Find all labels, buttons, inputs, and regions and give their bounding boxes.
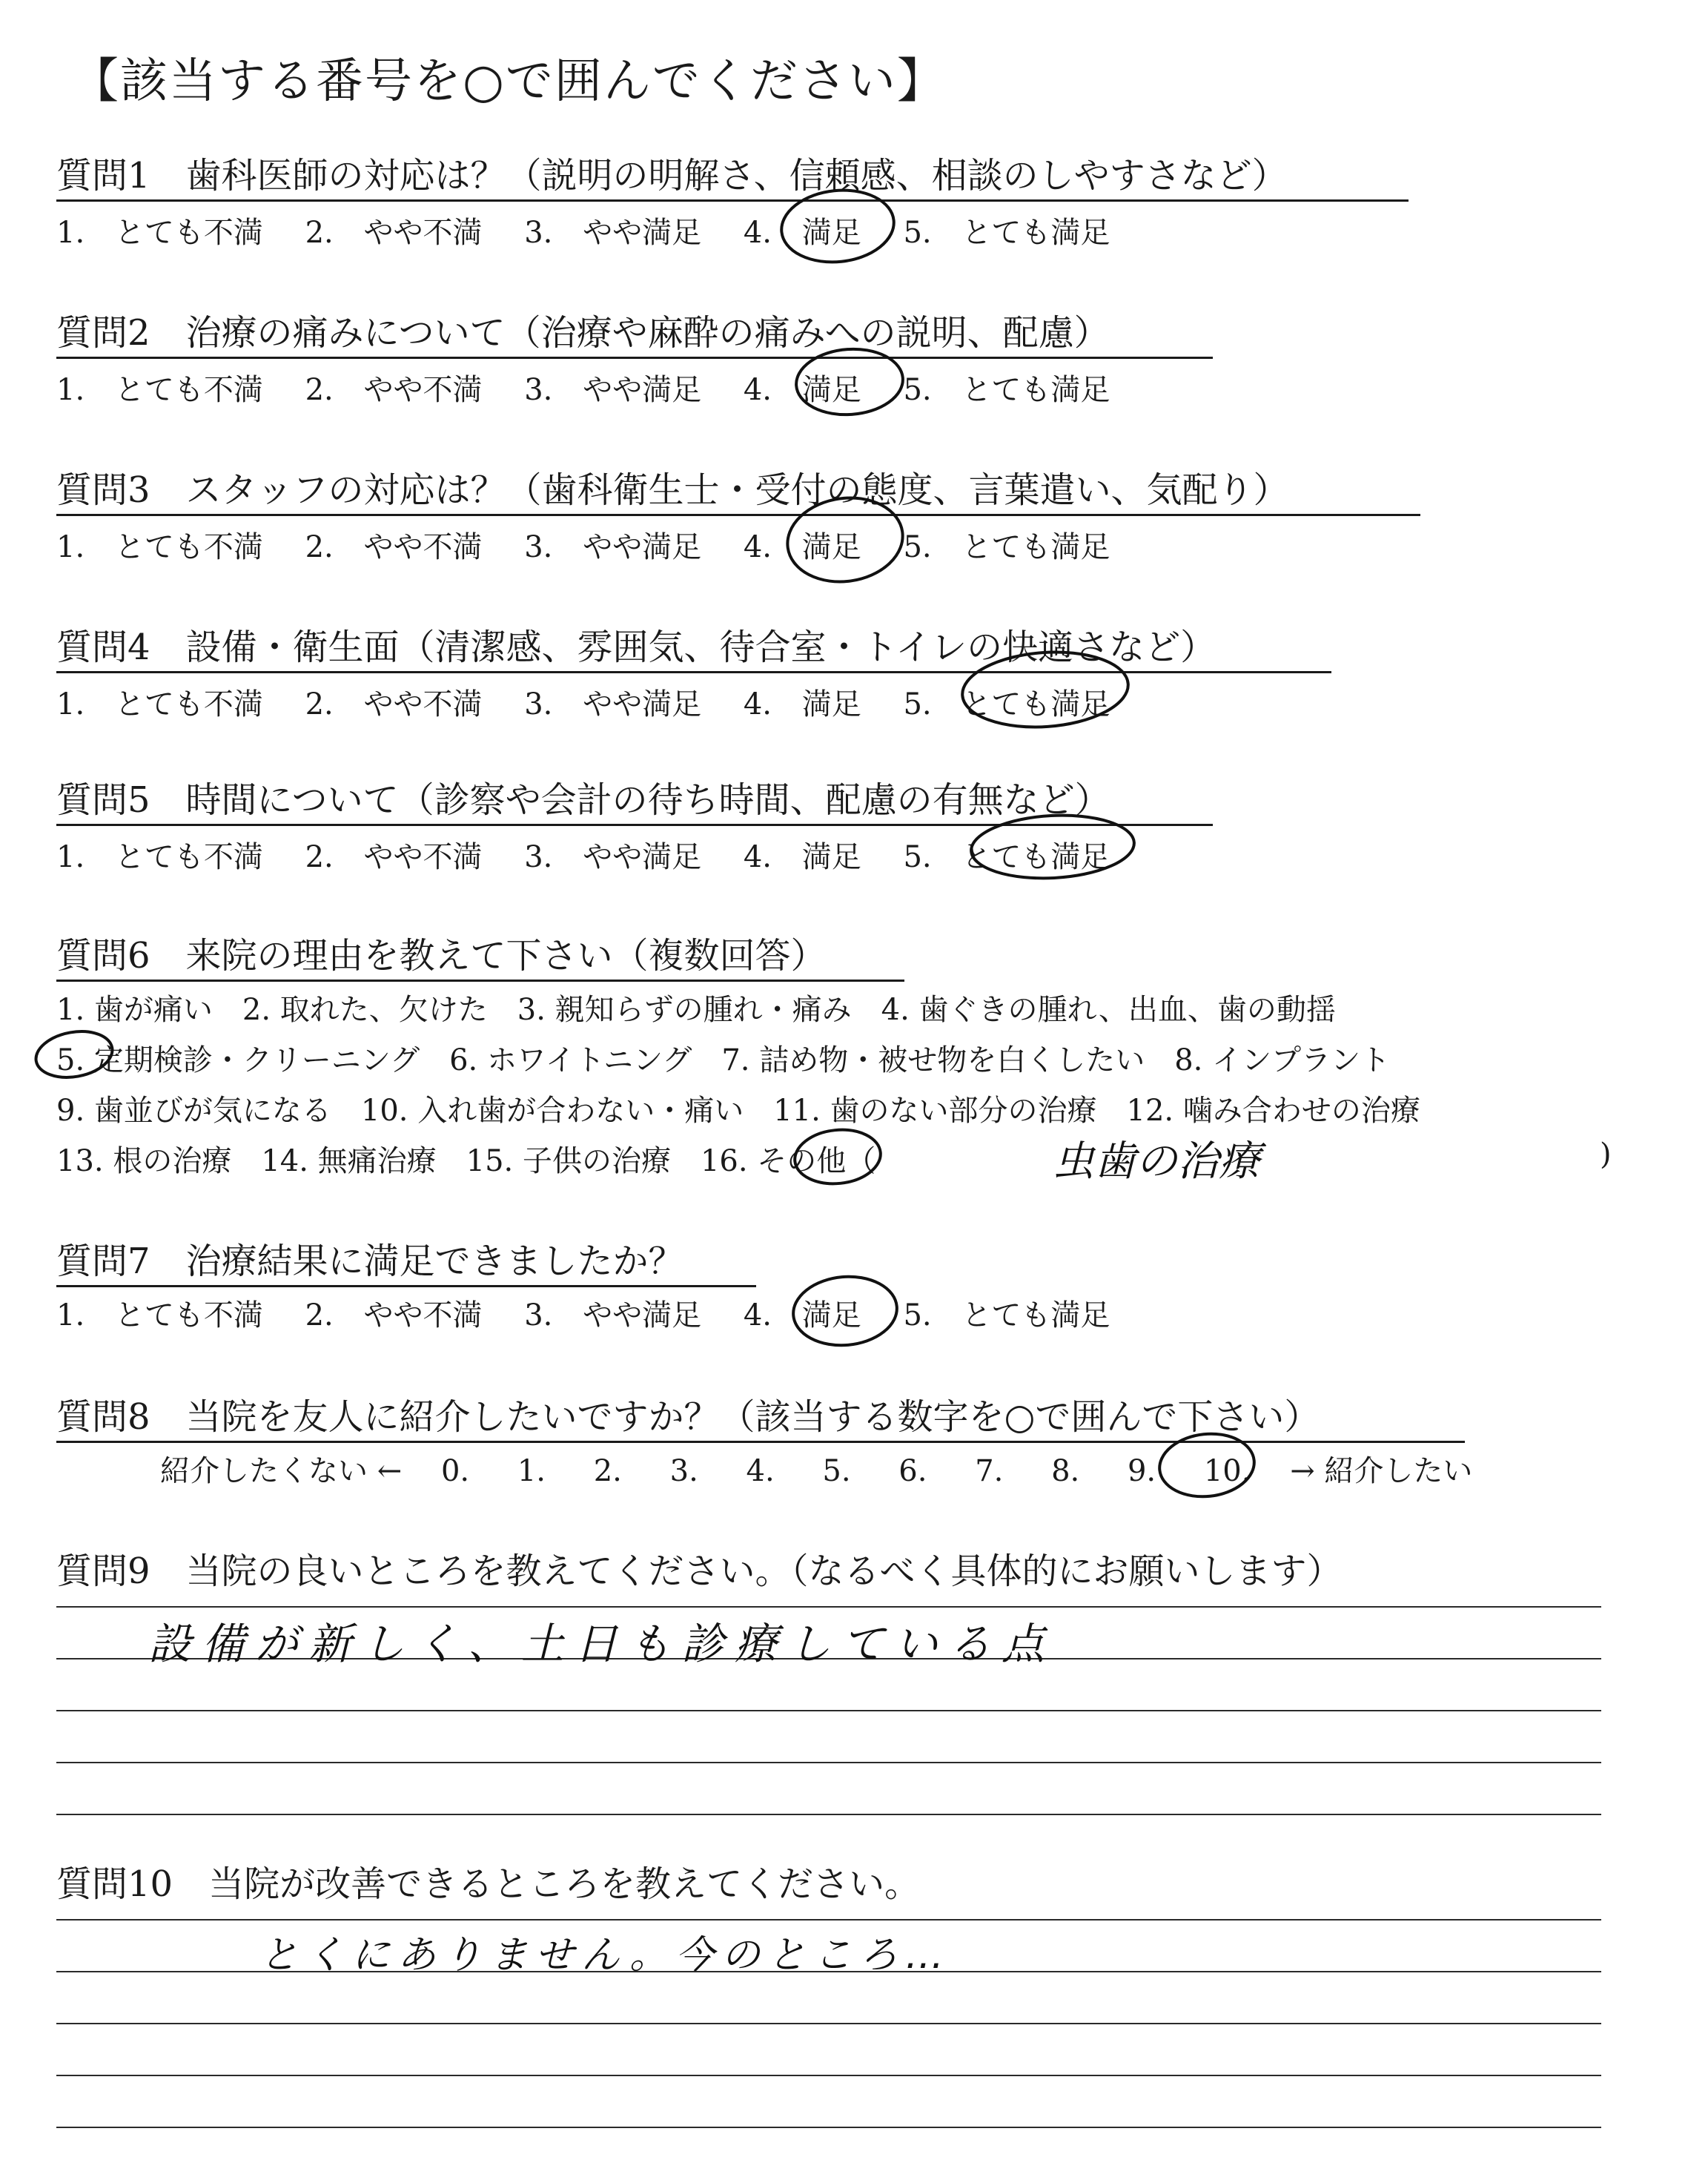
option-label[interactable]: やや満足 bbox=[583, 840, 702, 874]
answer-line bbox=[56, 1710, 1601, 1711]
option-label[interactable]: やや不満 bbox=[363, 1298, 483, 1332]
scale-value[interactable]: 5. bbox=[822, 1454, 851, 1488]
answer-line bbox=[56, 1814, 1601, 1815]
option-number: 3. bbox=[524, 1298, 553, 1332]
scale-value[interactable]: 3. bbox=[669, 1454, 698, 1488]
option-number: 1. bbox=[56, 1298, 85, 1332]
option-label[interactable]: やや満足 bbox=[583, 530, 702, 564]
question-6-line-4[interactable]: 13. 根の治療 14. 無痛治療 15. 子供の治療 16. その他（ bbox=[56, 1144, 876, 1178]
question-3-options bbox=[56, 524, 1110, 566]
option-number: 4. bbox=[743, 840, 772, 874]
option-number: 5. bbox=[903, 840, 932, 874]
option-label[interactable]: やや不満 bbox=[363, 687, 483, 721]
option-number: 4. bbox=[743, 373, 772, 407]
option-label-selected[interactable]: とても満足 bbox=[961, 840, 1110, 874]
option-label[interactable]: とても不満 bbox=[114, 687, 263, 721]
option-number: 1. bbox=[56, 216, 85, 250]
option-number: 4. bbox=[743, 530, 772, 564]
option-number: 5. bbox=[903, 687, 932, 721]
option-label-selected[interactable]: 満足 bbox=[801, 216, 861, 250]
option-label-selected[interactable]: 満足 bbox=[801, 373, 861, 407]
question-7-options bbox=[56, 1292, 1110, 1334]
option-number: 2. bbox=[305, 1298, 334, 1332]
answer-line bbox=[56, 2075, 1601, 2076]
option-number: 4. bbox=[743, 687, 772, 721]
question-6-line-2[interactable]: 5. 定期検診・クリーニング 6. ホワイトニング 7. 詰め物・被せ物を白くしたい 8. インプラント bbox=[56, 1043, 1391, 1077]
option-number: 3. bbox=[524, 373, 553, 407]
scale-right-label: → 紹介したい bbox=[1290, 1454, 1473, 1488]
option-label-selected[interactable]: 満足 bbox=[801, 1298, 861, 1332]
scale-value[interactable]: 4. bbox=[746, 1454, 775, 1488]
option-label[interactable]: とても満足 bbox=[961, 530, 1110, 564]
question-8-heading: 質問8 当院を友人に紹介したいですか？（該当する数字を○で囲んで下さい） bbox=[56, 1388, 1465, 1443]
answer-line bbox=[56, 1919, 1601, 1920]
question-5-heading: 質問5 時間について（診察や会計の待ち時間、配慮の有無など） bbox=[56, 771, 1213, 826]
option-label[interactable]: とても満足 bbox=[961, 216, 1110, 250]
option-label[interactable]: やや不満 bbox=[363, 216, 483, 250]
question-9-heading: 質問9 当院の良いところを教えてください。（なるべく具体的にお願いします） bbox=[56, 1550, 1343, 1592]
question-10-heading: 質問10 当院が改善できるところを教えてください。 bbox=[56, 1863, 921, 1905]
question-9-handwritten-answer[interactable]: 設備が新しく、土日も診療している点 bbox=[148, 1619, 1055, 1669]
option-number: 5. bbox=[903, 1298, 932, 1332]
option-number: 4. bbox=[743, 1298, 772, 1332]
option-number: 3. bbox=[524, 687, 553, 721]
answer-line bbox=[56, 1606, 1601, 1608]
option-number: 5. bbox=[903, 530, 932, 564]
option-label[interactable]: やや満足 bbox=[583, 687, 702, 721]
question-5-options bbox=[56, 833, 1110, 876]
scale-value[interactable]: 0. bbox=[440, 1454, 470, 1488]
option-label[interactable]: やや満足 bbox=[583, 216, 702, 250]
question-1-heading: 質問1 歯科医師の対応は？（説明の明解さ、信頼感、相談のしやすさなど） bbox=[56, 147, 1409, 202]
question-4-heading: 質問4 設備・衛生面（清潔感、雰囲気、待合室・トイレの快適さなど） bbox=[56, 618, 1331, 673]
option-number: 3. bbox=[524, 216, 553, 250]
option-label[interactable]: とても不満 bbox=[114, 530, 263, 564]
option-number: 2. bbox=[305, 840, 334, 874]
answer-line bbox=[56, 2127, 1601, 2128]
option-label[interactable]: やや不満 bbox=[363, 373, 483, 407]
question-6-line-3[interactable]: 9. 歯並びが気になる 10. 入れ歯が合わない・痛い 11. 歯のない部分の治療 12. 噛み合わせの治療 bbox=[56, 1094, 1420, 1128]
question-6-handwritten-other[interactable]: 虫歯の治療 bbox=[1053, 1137, 1260, 1186]
option-label[interactable]: とても満足 bbox=[961, 1298, 1110, 1332]
option-label[interactable]: とても不満 bbox=[114, 373, 263, 407]
option-label-selected[interactable]: 満足 bbox=[801, 530, 861, 564]
scale-value[interactable]: 6. bbox=[898, 1454, 927, 1488]
option-label[interactable]: やや不満 bbox=[363, 840, 483, 874]
option-label-selected[interactable]: とても満足 bbox=[961, 687, 1110, 721]
option-number: 5. bbox=[903, 373, 932, 407]
scale-value[interactable]: 1. bbox=[517, 1454, 546, 1488]
scale-value[interactable]: 7. bbox=[975, 1454, 1004, 1488]
option-label[interactable]: やや不満 bbox=[363, 530, 483, 564]
scale-left-label: 紹介したくない ← bbox=[160, 1454, 403, 1488]
option-number: 2. bbox=[305, 216, 334, 250]
option-label[interactable]: とても不満 bbox=[114, 840, 263, 874]
option-label[interactable]: とても満足 bbox=[961, 373, 1110, 407]
question-4-options bbox=[56, 681, 1110, 723]
question-6-close-paren: ) bbox=[1600, 1137, 1612, 1172]
question-3-heading: 質問3 スタッフの対応は？（歯科衛生士・受付の態度、言葉遣い、気配り） bbox=[56, 461, 1420, 516]
question-7-heading: 質問7 治療結果に満足できましたか？ bbox=[56, 1232, 756, 1287]
scale-value[interactable]: 2. bbox=[593, 1454, 622, 1488]
question-1-options bbox=[56, 209, 1110, 251]
option-label[interactable]: やや満足 bbox=[583, 373, 702, 407]
question-8-scale bbox=[160, 1447, 1472, 1490]
option-number: 1. bbox=[56, 687, 85, 721]
option-number: 4. bbox=[743, 216, 772, 250]
question-6-line-1[interactable]: 1. 歯が痛い 2. 取れた、欠けた 3. 親知らずの腫れ・痛み 4. 歯ぐきの腫れ、出血、歯の動揺 bbox=[56, 993, 1336, 1027]
scale-value[interactable]: 9. bbox=[1127, 1454, 1156, 1488]
option-number: 2. bbox=[305, 530, 334, 564]
option-number: 5. bbox=[903, 216, 932, 250]
page-title: 【該当する番号を○で囲んでください】 bbox=[71, 54, 946, 109]
scale-value-selected[interactable]: 10. bbox=[1203, 1454, 1251, 1488]
option-number: 2. bbox=[305, 373, 334, 407]
question-6-heading: 質問6 来院の理由を教えて下さい（複数回答） bbox=[56, 927, 904, 982]
option-label[interactable]: やや満足 bbox=[583, 1298, 702, 1332]
option-number: 2. bbox=[305, 687, 334, 721]
option-number: 1. bbox=[56, 840, 85, 874]
option-label[interactable]: 満足 bbox=[801, 687, 861, 721]
answer-line bbox=[56, 1762, 1601, 1763]
option-label[interactable]: とても不満 bbox=[114, 216, 263, 250]
question-2-heading: 質問2 治療の痛みについて（治療や麻酔の痛みへの説明、配慮） bbox=[56, 304, 1213, 359]
option-number: 1. bbox=[56, 373, 85, 407]
answer-line bbox=[56, 2023, 1601, 2024]
scale-value[interactable]: 8. bbox=[1051, 1454, 1080, 1488]
option-number: 3. bbox=[524, 840, 553, 874]
option-label[interactable]: 満足 bbox=[801, 840, 861, 874]
option-number: 1. bbox=[56, 530, 85, 564]
option-number: 3. bbox=[524, 530, 553, 564]
option-label[interactable]: とても不満 bbox=[114, 1298, 263, 1332]
question-10-handwritten-answer[interactable]: とくにありません。今のところ… bbox=[259, 1933, 952, 1978]
question-2-options bbox=[56, 366, 1110, 409]
